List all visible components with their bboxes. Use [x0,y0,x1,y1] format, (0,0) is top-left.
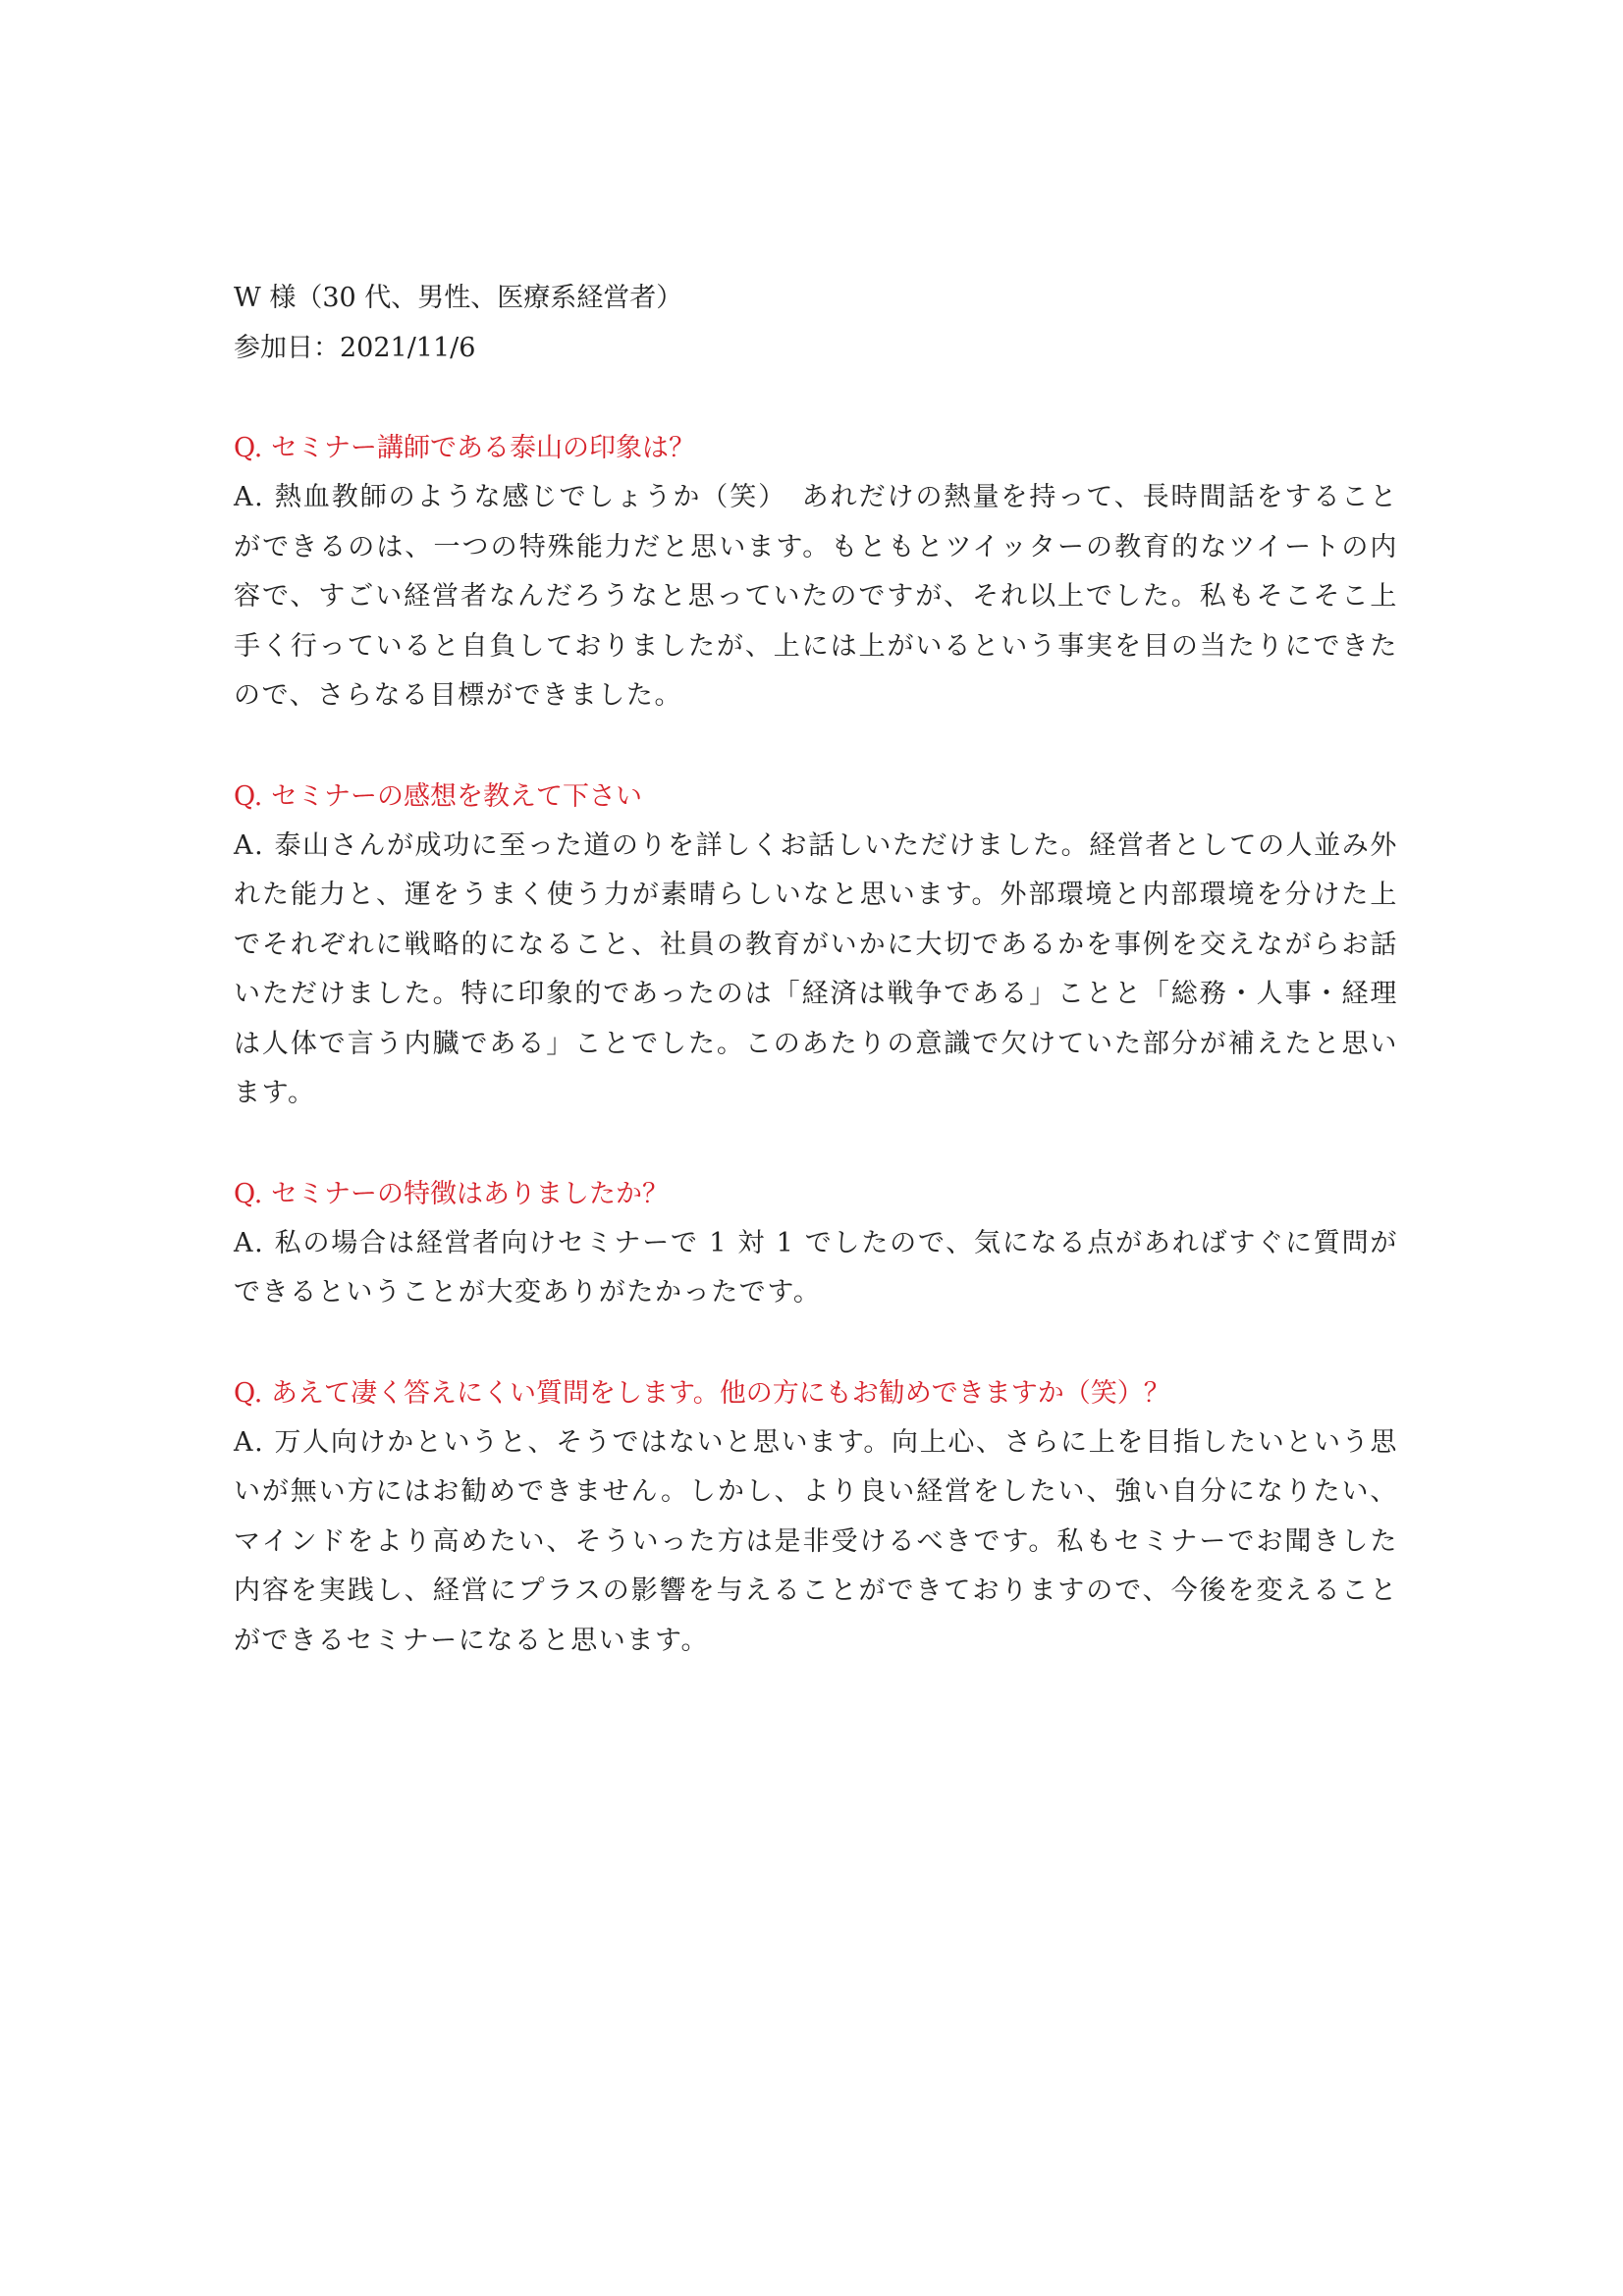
answer-1: A. 熱血教師のような感じでしょうか（笑） あれだけの熱量を持って、長時間話をすることができるのは、一つの特殊能力だと思います。もともとツイッターの教育的なツイートの内容で、すごい経営者なんだろうなと思っていたのですが、それ以上でした。私もそこそこ上手く行っていると自負しておりましたが、上には上がいるという事実を目の当たりにできたので、さらなる目標ができました。 [234,482,1398,711]
answer-4: A. 万人向けかというと、そうではないと思います。向上心、さらに上を目指したいという思いが無い方にはお勧めできません。しかし、より良い経営をしたい、強い自分になりたい、マインドをより高めたい、そういった方は是非受けるべきです。私もセミナーでお聞きした内容を実践し、経営にプラスの影響を与えることができておりますので、今後を変えることができるセミナーになると思います。 [234,1426,1398,1656]
question-2: Q. セミナーの感想を教えて下さい [234,780,642,812]
qa-block-2 [234,772,1398,1119]
question-1: Q. セミナー講師である泰山の印象は？ [234,433,695,463]
answer-3: A. 私の場合は経営者向けセミナーで 1 対 1 でしたので、気になる点があればすぐに質問ができるということが大変ありがたかったです。 [234,1227,1398,1308]
respondent-info: W 様（30 代、男性、医療系経営者） [234,283,683,313]
participation-date: 参加日：2021/11/6 [234,333,476,363]
question-3: Q. セミナーの特徴はありましたか？ [234,1178,669,1209]
qa-block-3 [234,1169,1398,1318]
question-4: Q. あえて凄く答えにくい質問をします。他の方にもお勧めできますか（笑）？ [234,1377,1170,1409]
answer-2: A. 泰山さんが成功に至った道のりを詳しくお話しいただけました。経営者としての人並み外れた能力と、運をうまく使う力が素晴らしいなと思います。外部環境と内部環境を分けた上でそれぞれに戦略的になること、社員の教育がいかに大切であるかを事例を交えながらお話いただけました。特に印象的であったのは「経済は戦争である」ことと「総務・人事・経理は人体で言う内臓である」ことでした。このあたりの意識で欠けていた部分が補えたと思います。 [234,829,1398,1108]
qa-block-4 [234,1368,1398,1667]
document-content [234,273,1398,1666]
qa-block-1 [234,423,1398,721]
